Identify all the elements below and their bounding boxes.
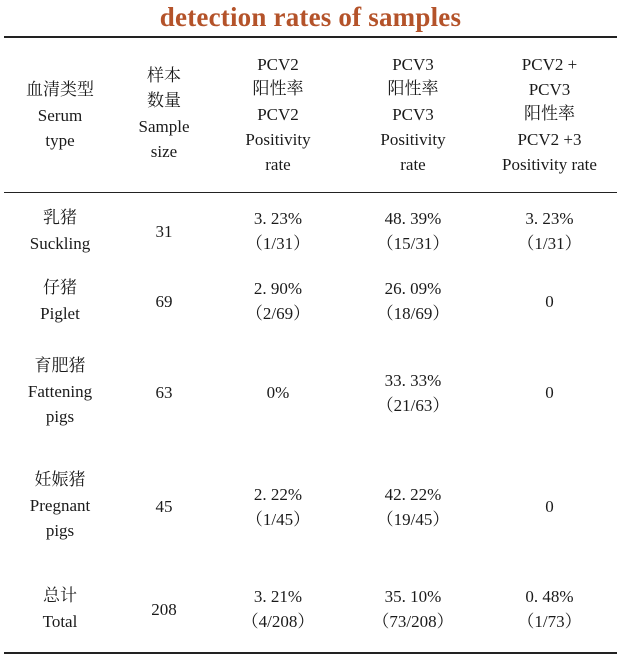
row-total-size: 208: [151, 600, 177, 619]
row-fattening-pcv3: 33. 33% （21/63）: [376, 371, 450, 415]
header-coinfection-positivity: PCV2 + PCV3 阳性率 PCV2 +3 Positivity rate: [502, 55, 597, 174]
row-pregnant-pcv2: 2. 22% （1/45）: [245, 485, 311, 529]
row-fattening-coinfection: 0: [545, 383, 554, 402]
row-piglet-pcv2: 2. 90% （2/69）: [245, 279, 311, 323]
row-piglet-coinfection: 0: [545, 292, 554, 311]
table-top-rule: [4, 36, 617, 38]
row-pregnant-pcv3: 42. 22% （19/45）: [376, 485, 450, 529]
row-total-pcv3: 35. 10% （73/208）: [372, 587, 454, 631]
row-fattening-size: 63: [155, 383, 173, 402]
header-pcv3-positivity: PCV3 阳性率 PCV3 Positivity rate: [380, 55, 446, 174]
row-piglet-type: 仔猪 Piglet: [40, 278, 80, 323]
header-sample-size: 样本 数量 Sample size: [138, 66, 190, 161]
row-total-coinfection: 0. 48% （1/73）: [517, 587, 582, 631]
header-serum-type: 血清类型 Serum type: [26, 80, 94, 150]
row-fattening-pcv2: 0%: [266, 383, 290, 402]
row-suckling-size: 31: [155, 222, 173, 241]
table-bottom-rule: [4, 652, 617, 654]
row-pregnant-coinfection: 0: [545, 497, 554, 516]
row-suckling-pcv3: 48. 39% （15/31）: [376, 209, 450, 253]
row-suckling-type: 乳猪 Suckling: [29, 208, 91, 253]
row-total-type: 总计 Total: [42, 586, 78, 631]
table-title: detection rates of samples: [159, 2, 462, 32]
row-piglet-size: 69: [155, 292, 173, 311]
row-fattening-type: 育肥猪 Fattening pigs: [27, 356, 93, 426]
row-pregnant-type: 妊娠猪 Pregnant pigs: [29, 470, 91, 540]
row-piglet-pcv3: 26. 09% （18/69）: [376, 279, 450, 323]
row-suckling-pcv2: 3. 23% （1/31）: [245, 209, 311, 253]
row-pregnant-size: 45: [155, 497, 173, 516]
header-divider: [4, 192, 617, 193]
row-suckling-coinfection: 3. 23% （1/31）: [517, 209, 582, 253]
row-total-pcv2: 3. 21% （4/208）: [241, 587, 315, 631]
header-pcv2-positivity: PCV2 阳性率 PCV2 Positivity rate: [245, 55, 311, 174]
